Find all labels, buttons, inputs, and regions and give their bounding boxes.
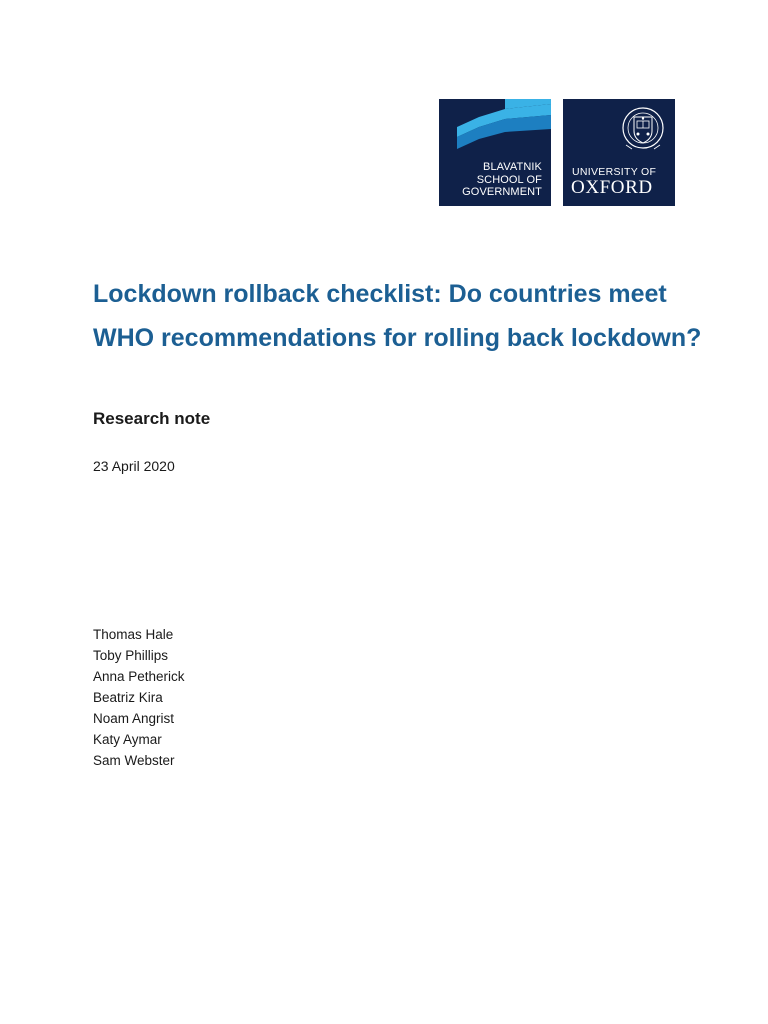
blavatnik-logo-text xyxy=(462,161,542,199)
blavatnik-logo xyxy=(439,99,551,206)
publication-date: 23 April 2020 xyxy=(93,458,175,474)
title-line-1: Lockdown rollback checklist: Do countries meet xyxy=(93,280,667,308)
author-name: Noam Angrist xyxy=(93,711,175,726)
author-list xyxy=(93,624,185,771)
author-name: Toby Phillips xyxy=(93,648,169,663)
author-name: Beatriz Kira xyxy=(93,690,163,705)
author-name: Sam Webster xyxy=(93,753,175,768)
author-name: Anna Petherick xyxy=(93,669,185,684)
blavatnik-wave-graphic xyxy=(439,99,551,159)
blavatnik-line-1: BLAVATNIK xyxy=(483,161,542,173)
blavatnik-line-2: SCHOOL OF xyxy=(476,173,542,186)
oxford-logo xyxy=(563,99,675,206)
document-title xyxy=(93,272,713,360)
blavatnik-line-3: GOVERNMENT xyxy=(462,186,542,198)
title-line-2: WHO recommendations for rolling back lockdown? xyxy=(93,324,702,352)
document-subtitle: Research note xyxy=(93,409,211,428)
oxford-university-of-text: UNIVERSITY OF xyxy=(572,166,657,178)
author-name: Katy Aymar xyxy=(93,732,162,747)
oxford-name-text: OXFORD xyxy=(571,177,653,198)
author-name: Thomas Hale xyxy=(93,627,174,642)
oxford-crest-icon xyxy=(620,105,666,161)
